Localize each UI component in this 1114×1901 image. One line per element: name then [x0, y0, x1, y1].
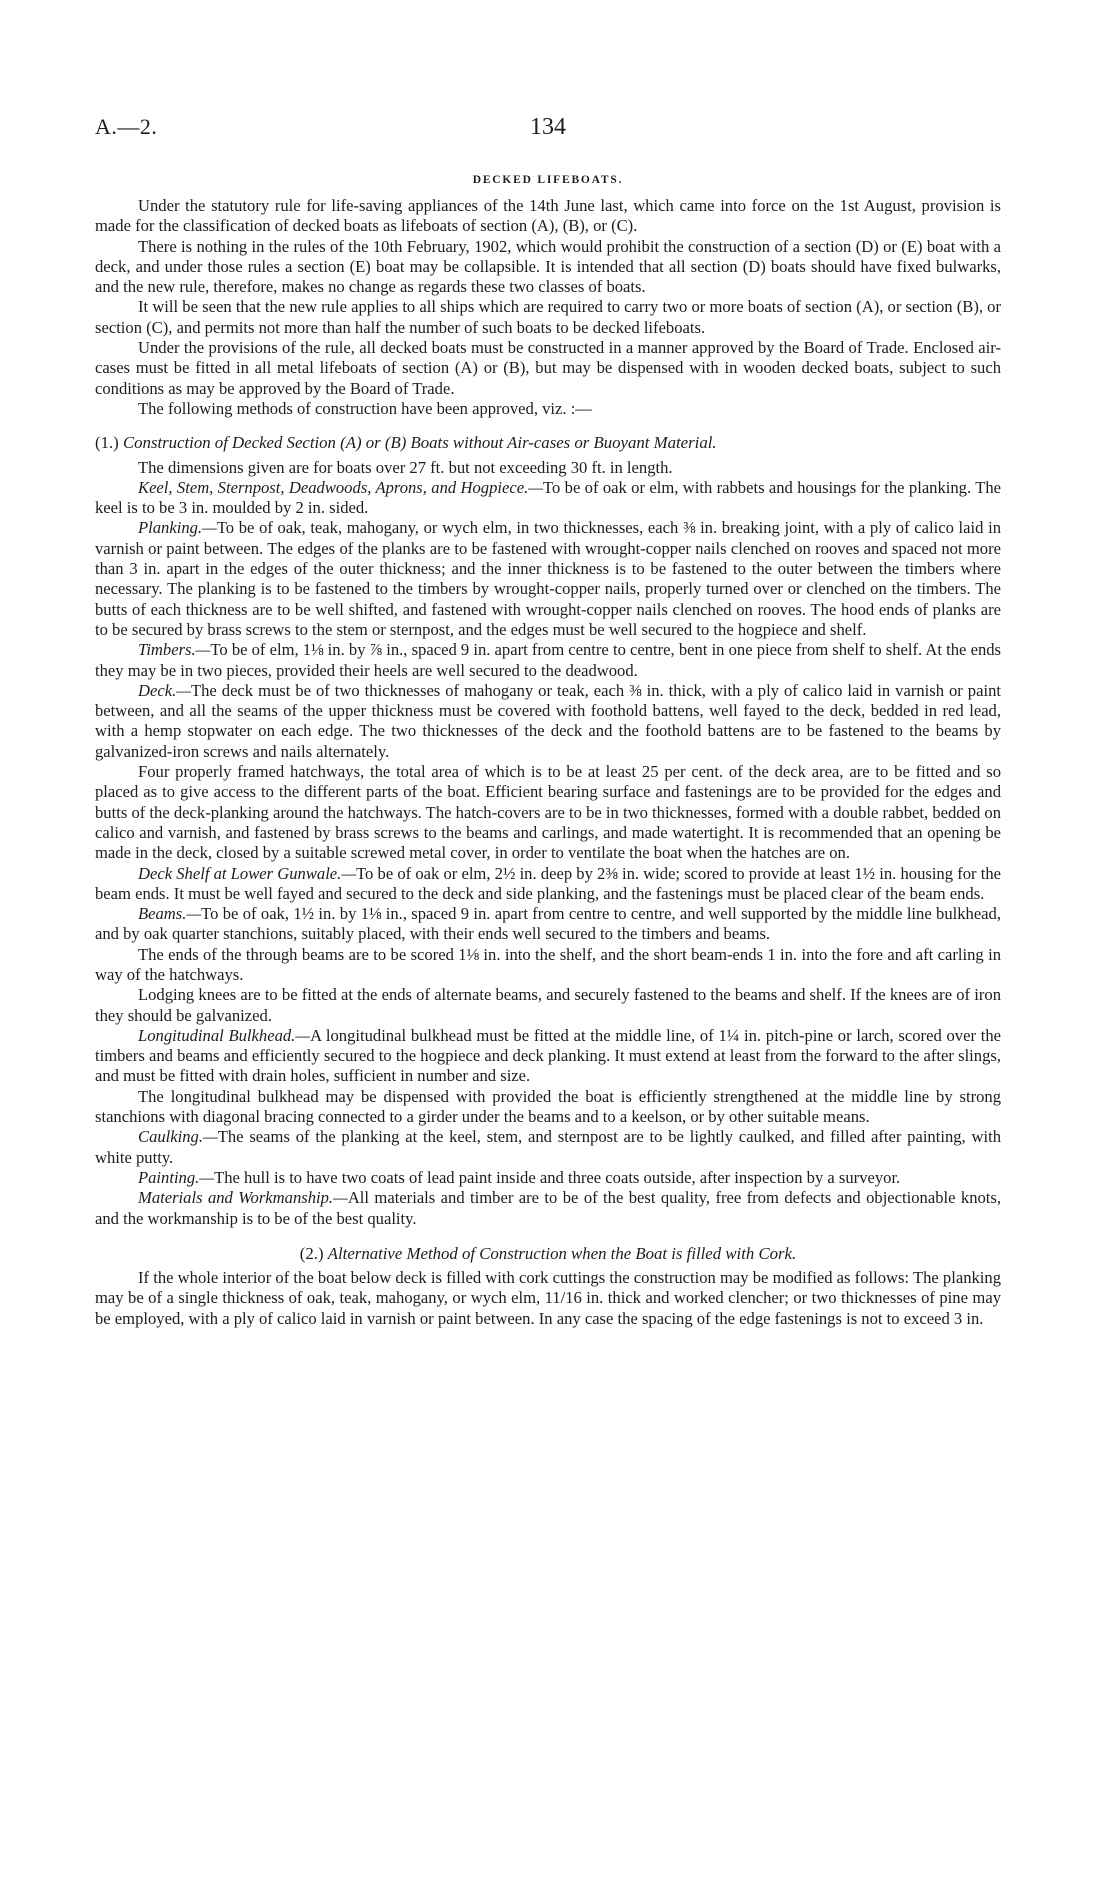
page-header: [95, 114, 1001, 144]
construction-paragraph: [95, 1127, 1001, 1168]
construction-paragraph: [95, 1087, 1001, 1128]
construction-paragraph: [95, 904, 1001, 945]
paragraph-label: Deck Shelf at Lower Gunwale.—: [138, 863, 357, 883]
paragraph-text: All materials and timber are to be of the best quality, free from defects and objectionable knots, and the workmanship is to be of the best quality.: [95, 1188, 1002, 1228]
paragraph-text: The longitudinal bulkhead may be dispensed with provided the boat is efficiently strengthened at the middle line by strong stanchions with diagonal bracing connected to a girder under the beams and to a keelson, or by other suitable means.: [95, 1086, 1001, 1127]
intro-paragraph: It will be seen that the new rule applies to all ships which are required to carry two or more boats of section (A), or section (B), or section (C), and permits not more than half the number of such boats to be decked lifeboats.: [95, 297, 1001, 337]
document-body: [95, 170, 1001, 1329]
paragraph-text: The ends of the through beams are to be scored 1⅛ in. into the shelf, and the short beam-ends 1 in. into the fore and aft carling in way of the hatchways.: [95, 944, 1001, 984]
paragraph-label: Planking.—: [138, 518, 217, 538]
paragraph-label: Timbers.—: [138, 640, 211, 660]
paragraph-label: Caulking.—: [138, 1127, 218, 1147]
paragraph-text: Lodging knees are to be fitted at the ends of alternate beams, and securely fastened to the beams and shelf. If the knees are of iron they should be galvanized.: [95, 985, 1001, 1025]
section-heading: DECKED LIFEBOATS.: [472, 174, 624, 186]
intro-paragraph: There is nothing in the rules of the 10th February, 1902, which would prohibit the construction of a section (D) or (E) boat with a deck, and under those rules a section (E) boat may be collapsible. It is intended that all section (D) boats should have fixed bulwarks, and the new rule, therefore, makes no change as regards these two classes of boats.: [95, 236, 1001, 297]
construction-paragraph: [95, 1026, 1001, 1087]
paragraph-text: To be of oak, teak, mahogany, or wych elm, in two thicknesses, each ⅜ in. breaking joint, with a ply of calico laid in varnish or paint between. The edges of the planks are to be fastened with wrought-copper nails clenched on rooves and spaced not more than 3 in. apart in the edges of the outer thickness; and the inner thickness is to be fastened to the outer between the timbers where necessary. The planking is to be fastened to the timbers by wrought-copper nails, properly turned over or clenched on the timbers. The butts of each thickness are to be well shifted, and fastened with wrought-copper nails clenched on rooves. The hood ends of planks are to be secured by brass screws to the stem or sternpost, and the edges must be well secured to the hogpiece and shelf.: [95, 518, 1001, 639]
paragraph-text: Four properly framed hatchways, the total area of which is to be at least 25 per cent. of the deck area, are to be fitted and so placed as to give access to the different parts of the boat. Efficient bearing surface and fastenings are to be provided for the edges and butts of the deck-planking around the hatchways. The hatch-covers are to be in two thicknesses, formed with a double rabbet, bedded on calico and varnish, and fastened by brass screws to the beams and carlings, and made watertight. It is recommended that an opening be made in the deck, closed by a suitable screwed metal cover, in order to ventilate the boat when the hatches are on.: [95, 762, 1001, 863]
paragraph-text: To be of oak or elm, 2½ in. deep by 2⅜ in. wide; scored to provide at least 1½ in. housing for the beam ends. It must be well fayed and secured to the deck and side planking, and the fastenings must be placed clear of the beam ends.: [95, 863, 1001, 903]
subsection-2-title: [95, 1244, 1001, 1264]
construction-paragraph: [95, 762, 1001, 863]
paragraph-label: Painting.—: [138, 1167, 215, 1187]
paragraph-text: The hull is to have two coats of lead paint inside and three coats outside, after inspection by a surveyor.: [214, 1167, 901, 1187]
paragraph-label: Materials and Workmanship.—: [138, 1188, 348, 1208]
paragraph-text: The deck must be of two thicknesses of mahogany or teak, each ⅜ in. thick, with a ply of calico laid in varnish or paint between, and all the seams of the upper thickness must be covered with foothold battens, well fayed to the deck, bedded in red lead, with a hemp stopwater on each edge. The two thicknesses of the deck and the foothold battens are to be fastened to the beams by galvanized-iron screws and nails alternately.: [95, 680, 1001, 761]
construction-paragraph: [95, 478, 1001, 519]
subsection-1-number: (1.): [95, 433, 119, 453]
construction-paragraph: [95, 681, 1001, 762]
paragraph-text: To be of oak, 1½ in. by 1⅛ in., spaced 9 in. apart from centre to centre, and well supported by the middle line bulkhead, and by oak quarter stanchions, suitably placed, with their ends well secured to the timbers and beams.: [95, 904, 1001, 944]
paragraph-text: To be of elm, 1⅛ in. by ⅞ in., spaced 9 in. apart from centre to centre, bent in one piece from shelf to shelf. At the ends they may be in two pieces, provided their heels are well secured to the deadwood.: [95, 640, 1001, 680]
paragraph-text: To be of oak or elm, with rabbets and housings for the planking. The keel is to be 3 in. moulded by 2 in. sided.: [95, 477, 1001, 518]
intro-paragraph: Under the provisions of the rule, all decked boats must be constructed in a manner approved by the Board of Trade. Enclosed air-cases must be fitted in all metal lifeboats of section (A) or (B), but may be dispensed with in wooden decked boats, subject to such conditions as may be approved by the Board of Trade.: [95, 338, 1001, 398]
intro-paragraph: Under the statutory rule for life-saving appliances of the 14th June last, which came into force on the 1st August, provision is made for the classification of decked boats as lifeboats of section (A), (B), or (C).: [95, 196, 1001, 236]
paragraph-label: Longitudinal Bulkhead.—: [138, 1025, 311, 1045]
series-label: A.—2.: [95, 114, 158, 139]
construction-paragraph: [95, 640, 1001, 681]
construction-paragraph: [95, 864, 1001, 905]
page-number: 134: [530, 114, 566, 140]
subsection-2-paragraph: If the whole interior of the boat below deck is filled with cork cuttings the construction may be modified as follows: The planking may be of a single thickness of oak, teak, mahogany, or wych elm, 11/16 in. thick and worked clencher; or two thicknesses of pine may be employed, with a ply of calico laid in varnish or paint between. In any case the spacing of the edge fastenings is not to exceed 3 in.: [95, 1268, 1001, 1328]
subsection-1-title-text: Construction of Decked Section (A) or (B) Boats without Air-cases or Buoyant Material.: [122, 433, 717, 453]
dimensions-paragraph: The dimensions given are for boats over 27 ft. but not exceeding 30 ft. in length.: [138, 457, 673, 477]
paragraph-text: A longitudinal bulkhead must be fitted at the middle line, of 1¼ in. pitch-pine or larch, scored over the timbers and beams and efficiently secured to the hogpiece and deck planking. It must extend at least from the forward to the after slings, and must be fitted with drain holes, sufficient in number and size.: [95, 1025, 1001, 1086]
paragraph-label: Beams.—: [138, 904, 202, 924]
subsection-1-paragraphs: [95, 478, 1001, 1229]
intro-paragraph: The following methods of construction have been approved, viz. :—: [138, 398, 592, 418]
construction-paragraph: [95, 945, 1001, 986]
subsection-2-title-text: Alternative Method of Construction when the Boat is filled with Cork.: [327, 1243, 797, 1263]
construction-paragraph: [95, 985, 1001, 1026]
subsection-1-title: [95, 433, 1001, 453]
subsection-2-number: (2.): [299, 1243, 324, 1263]
paragraph-text: The seams of the planking at the keel, stem, and sternpost are to be lightly caulked, and filled after painting, with white putty.: [95, 1127, 1001, 1167]
paragraph-label: Keel, Stem, Sternpost, Deadwoods, Aprons, and Hogpiece.—: [138, 477, 544, 497]
construction-paragraph: [95, 518, 1001, 640]
paragraph-label: Deck.—: [138, 680, 191, 700]
construction-paragraph: [95, 1188, 1001, 1229]
construction-paragraph: [95, 1168, 1001, 1188]
